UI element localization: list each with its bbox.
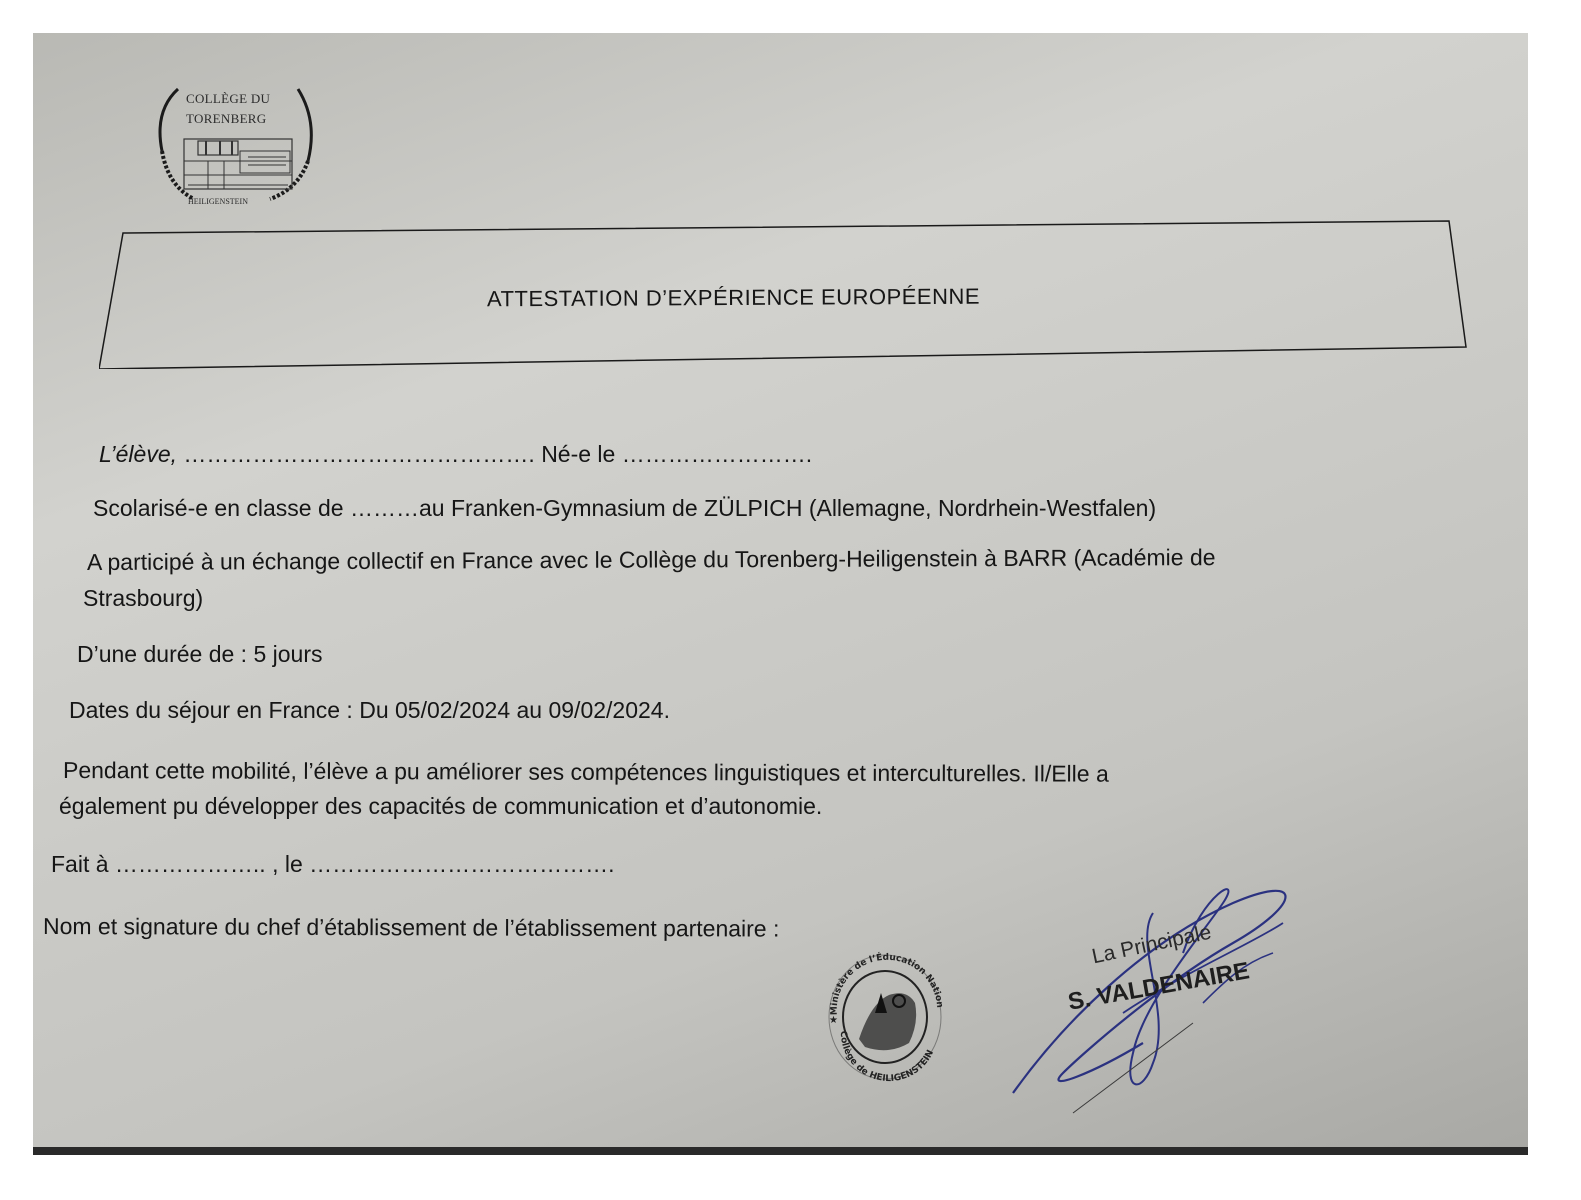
attestation-document — [33, 33, 1528, 1147]
logo-line-3: HEILIGENSTEIN — [188, 197, 248, 206]
birthdate-dots: ……………………. — [621, 441, 813, 467]
date-dots: …………………………………. — [309, 851, 615, 877]
class-line — [93, 495, 1156, 522]
duration-label: D’une durée de : — [77, 641, 248, 667]
seal-top-text: Ministère de l’Éducation Nation — [829, 952, 945, 1016]
school-seal — [819, 943, 949, 1083]
photo-bottom-edge — [33, 1147, 1528, 1155]
student-name-dots: ………………………………………. — [183, 441, 535, 467]
place-label: Fait à — [51, 851, 109, 877]
class-dots: ……… — [349, 495, 419, 521]
signatory-role: La Principale — [1089, 920, 1214, 969]
date-label: le — [284, 851, 303, 877]
place-dots: ……………….. , — [114, 851, 279, 877]
student-line — [99, 441, 812, 468]
mobility-line-2: également pu développer des capacités de communication et d’autonomie. — [59, 793, 823, 819]
signatory-name: S. VALDENAIRE — [1065, 957, 1252, 1016]
seal-bottom-text: Collège de HEILIGENSTEIN — [837, 1030, 937, 1083]
college-logo — [148, 81, 318, 211]
signature-label-line: Nom et signature du chef d’établissement de l’établissement partenaire : — [42, 913, 780, 942]
duration-value: 5 jours — [253, 641, 323, 667]
student-label: L’élève, — [99, 441, 178, 467]
logo-line-1: COLLÈGE DU — [186, 91, 271, 106]
class-label: Scolarisé-e en classe de — [93, 495, 344, 521]
duration-line — [77, 641, 323, 668]
logo-line-2: TORENBERG — [186, 111, 267, 126]
participation-line-1: A participé à un échange collectif en France avec le Collège du Torenberg-Heiligenstein à BARR (Académie de — [86, 544, 1216, 575]
participation-line-2: Strasbourg) — [83, 585, 204, 611]
title-box — [99, 219, 1469, 369]
birthdate-label: Né-e le — [541, 441, 616, 467]
document-photo — [33, 33, 1528, 1155]
dates-line: Dates du séjour en France : Du 05/02/2024 au 09/02/2024. — [69, 697, 670, 723]
svg-text:★: ★ — [829, 1015, 838, 1026]
class-school: au Franken-Gymnasium de ZÜLPICH (Allemagne, Nordrhein-Westfalen) — [418, 495, 1157, 521]
mobility-line-1: Pendant cette mobilité, l’élève a pu améliorer ses compétences linguistiques et interculturelles. Il/Elle a — [62, 757, 1109, 787]
seal-graphic — [819, 943, 949, 1083]
page-title: ATTESTATION D’EXPÉRIENCE EUROPÉENNE — [486, 283, 981, 312]
place-date-line — [51, 851, 615, 878]
